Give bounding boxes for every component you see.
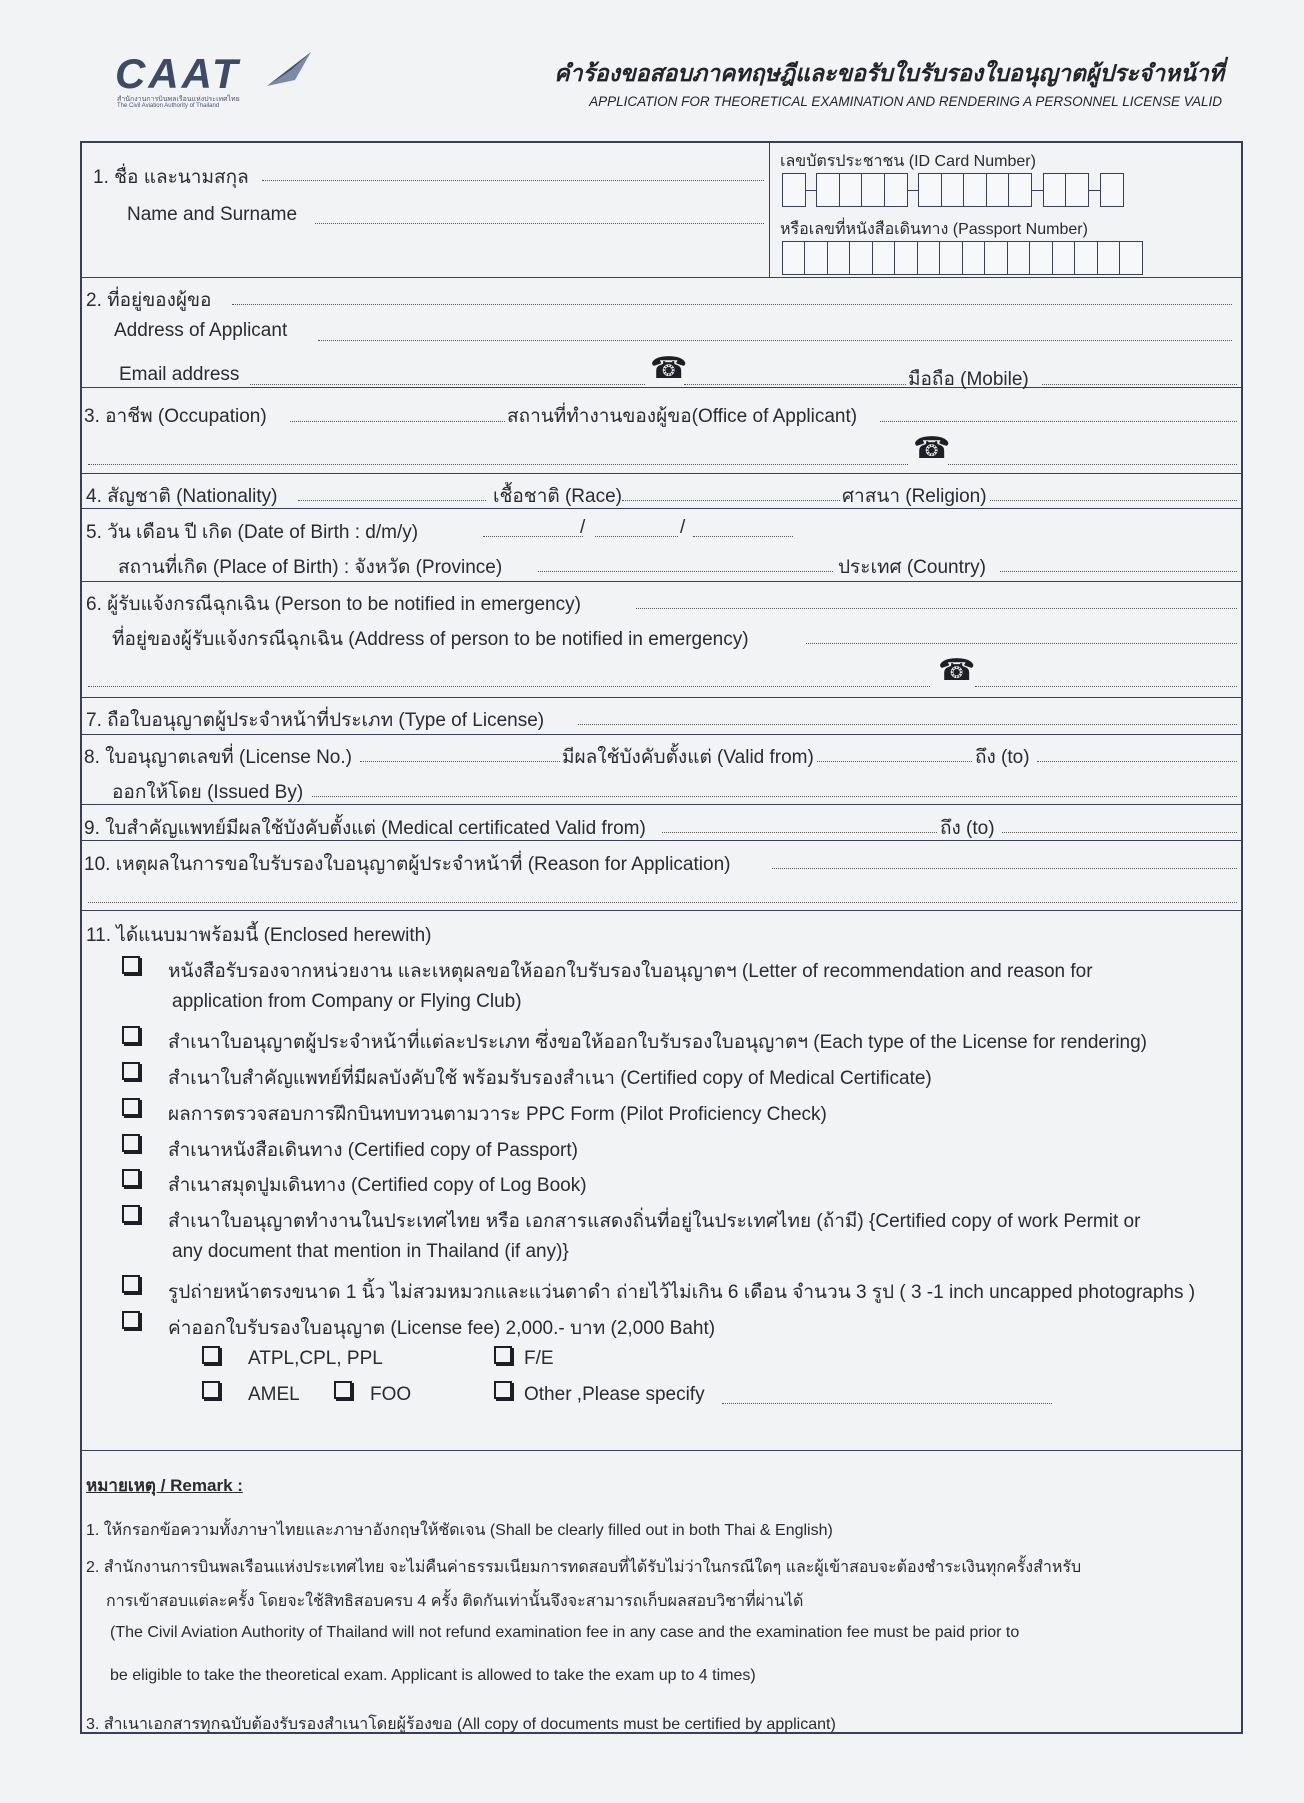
enclosure-item-logbook: สำเนาสมุดปูมเดินทาง (Certified copy of Log Book) <box>168 1175 587 1196</box>
enclosure-item-ppc: ผลการตรวจสอบการฝึกบินทบทวนตามวาระ PPC Form (Pilot Proficiency Check) <box>168 1104 827 1125</box>
passport-digit-box[interactable] <box>1007 241 1031 275</box>
passport-digit-box[interactable] <box>962 241 986 275</box>
medical-valid-to-label: ถึง (to) <box>940 818 995 839</box>
address-label-english: Address of Applicant <box>114 320 288 341</box>
fee-checkbox-amel[interactable] <box>202 1381 220 1399</box>
license-type-label: 7. ถือใบอนุญาตผู้ประจำหน้าที่ประเภท (Type of License) <box>86 710 545 731</box>
passport-digit-box[interactable] <box>1119 241 1143 275</box>
address-line-2[interactable] <box>318 340 1232 341</box>
divider <box>82 277 1241 278</box>
id-digit-box[interactable] <box>963 173 987 207</box>
id-digit-box[interactable] <box>861 173 885 207</box>
fee-option-other: Other ,Please specify <box>524 1384 705 1405</box>
license-no-field[interactable] <box>360 761 560 762</box>
enclosure-item-medical: สำเนาใบสำคัญแพทย์ที่มีผลบังคับใช้ พร้อมรับรองสำเนา (Certified copy of Medical Certificate) <box>168 1068 932 1089</box>
dob-month-field[interactable] <box>595 536 678 537</box>
religion-label: ศาสนา (Religion) <box>842 486 987 507</box>
name-label-thai: 1. ชื่อ และนามสกุล <box>93 167 249 188</box>
phone-icon: ☎ <box>938 654 976 687</box>
valid-from-field[interactable] <box>817 761 972 762</box>
fee-checkbox-other[interactable] <box>494 1381 512 1399</box>
enclosure-checkbox-license-copy[interactable] <box>122 1026 140 1044</box>
religion-field[interactable] <box>990 500 1237 501</box>
passport-label: หรือเลขที่หนังสือเดินทาง (Passport Number) <box>780 221 1088 238</box>
country-label: ประเทศ (Country) <box>838 557 987 578</box>
emergency-person-label: 6. ผู้รับแจ้งกรณีฉุกเฉิน (Person to be notified in emergency) <box>86 594 581 615</box>
issued-by-label: ออกให้โดย (Issued By) <box>112 782 304 803</box>
enclosure-checkbox-logbook[interactable] <box>122 1169 140 1187</box>
id-digit-box[interactable] <box>986 173 1010 207</box>
remark-2-english-line-2: be eligible to take the theoretical exam. Applicant is allowed to take the exam up to 4 times) <box>110 1667 756 1684</box>
email-field[interactable] <box>250 384 645 385</box>
id-card-number-boxes[interactable] <box>783 173 1124 207</box>
divider <box>82 910 1241 911</box>
passport-digit-box[interactable] <box>827 241 851 275</box>
fee-checkbox-fe[interactable] <box>494 1346 512 1364</box>
issued-by-field[interactable] <box>312 796 1237 797</box>
enclosure-item-license-fee: ค่าออกใบรับรองใบอนุญาต (License fee) 2,000.- บาท (2,000 Baht) <box>168 1318 716 1339</box>
valid-to-field[interactable] <box>1037 761 1237 762</box>
enclosure-item-recommendation-cont: application from Company or Flying Club) <box>172 991 522 1012</box>
fee-option-fe: F/E <box>524 1348 554 1369</box>
id-digit-box[interactable] <box>816 173 840 207</box>
id-digit-box[interactable] <box>884 173 908 207</box>
license-type-field[interactable] <box>578 724 1237 725</box>
dob-year-field[interactable] <box>693 536 793 537</box>
office-label: สถานที่ทำงานของผู้ขอ(Office of Applicant) <box>507 406 858 427</box>
phone-icon: ☎ <box>913 432 951 465</box>
passport-digit-box[interactable] <box>894 241 918 275</box>
other-specify-field[interactable] <box>722 1403 1052 1404</box>
nationality-field[interactable] <box>298 500 486 501</box>
enclosure-item-photographs: รูปถ่ายหน้าตรงขนาด 1 นิ้ว ไม่สวมหมวกและแว่นตาดำ ถ่ายไว้ไม่เกิน 6 เดือน จำนวน 3 รูป ( 3 -1 inch uncapped photographs ) <box>168 1282 1196 1303</box>
passport-digit-box[interactable] <box>1074 241 1098 275</box>
enclosed-label: 11. ได้แนบมาพร้อมนี้ (Enclosed herewith) <box>86 925 432 946</box>
id-digit-box[interactable] <box>1065 173 1089 207</box>
passport-digit-box[interactable] <box>804 241 828 275</box>
license-no-label: 8. ใบอนุญาตเลขที่ (License No.) <box>84 747 352 768</box>
enclosure-item-recommendation: หนังสือรับรองจากหน่วยงาน และเหตุผลขอให้ออกใบรับรองใบอนุญาตฯ (Letter of recommendation and reason for <box>168 961 1093 982</box>
enclosure-item-work-permit-cont: any document that mention in Thailand (if any)} <box>172 1241 569 1262</box>
passport-number-boxes[interactable] <box>783 241 1143 275</box>
passport-digit-box[interactable] <box>782 241 806 275</box>
emergency-person-field[interactable] <box>636 608 1237 609</box>
remark-2-thai-line-1: 2. สำนักงานการบินพลเรือนแห่งประเทศไทย จะไม่คืนค่าธรรมเนียมการทดสอบที่ได้รับไม่ว่าในกรณีใดๆ และผู้เข้าสอบจะต้องชำระเงินทุกครั้งสำหรับ <box>86 1559 1082 1576</box>
valid-from-label: มีผลใช้บังคับตั้งแต่ (Valid from) <box>562 747 814 768</box>
occupation-field[interactable] <box>290 421 505 422</box>
id-digit-box[interactable] <box>1043 173 1067 207</box>
medical-valid-to-field[interactable] <box>1002 832 1237 833</box>
fee-option-amel: AMEL <box>248 1384 300 1405</box>
id-digit-box[interactable] <box>1100 173 1124 207</box>
remark-2-english-line-1: (The Civil Aviation Authority of Thailand will not refund examination fee in any case and the examination fee must be paid prior to <box>110 1624 1020 1641</box>
dob-separator: / <box>580 517 586 538</box>
enclosure-checkbox-license-fee[interactable] <box>122 1311 140 1329</box>
place-of-birth-label: สถานที่เกิด (Place of Birth) : จังหวัด (Province) <box>118 557 503 578</box>
enclosure-checkbox-medical[interactable] <box>122 1062 140 1080</box>
logo-org-thai: สำนักงานการบินพลเรือนแห่งประเทศไทย <box>117 96 240 103</box>
occupation-label: 3. อาชีพ (Occupation) <box>84 406 267 427</box>
address-line-1[interactable] <box>232 304 1232 305</box>
divider-vertical <box>769 143 770 277</box>
id-digit-box[interactable] <box>918 173 942 207</box>
province-field[interactable] <box>538 571 833 572</box>
fee-option-atpl: ATPL,CPL, PPL <box>248 1348 383 1369</box>
enclosure-item-license-copy: สำเนาใบอนุญาตผู้ประจำหน้าที่แต่ละประเภท ซึ่งขอให้ออกใบรับรองใบอนุญาตฯ (Each type of the License for rendering) <box>168 1032 1148 1053</box>
emergency-address-line-2[interactable] <box>88 686 930 687</box>
id-digit-box[interactable] <box>839 173 863 207</box>
fee-checkbox-foo[interactable] <box>334 1381 352 1399</box>
office-field[interactable] <box>880 421 1237 422</box>
race-label: เชื้อชาติ (Race) <box>493 486 622 507</box>
remark-title: หมายเหตุ / Remark : <box>86 1476 243 1495</box>
logo-org-english: The Civil Aviation Authority of Thailand <box>117 103 220 109</box>
logo-swoosh-icon <box>265 50 315 90</box>
enclosure-checkbox-recommendation[interactable] <box>122 956 140 974</box>
reason-label: 10. เหตุผลในการขอใบรับรองใบอนุญาตผู้ประจำหน้าที่ (Reason for Application) <box>84 854 731 875</box>
dob-separator: / <box>680 517 686 538</box>
divider <box>82 473 1241 474</box>
enclosure-checkbox-photographs[interactable] <box>122 1275 140 1293</box>
id-card-label: เลขบัตรประชาชน (ID Card Number) <box>780 153 1036 170</box>
passport-digit-box[interactable] <box>939 241 963 275</box>
emergency-phone-field[interactable] <box>975 686 1237 687</box>
dob-label: 5. วัน เดือน ปี เกิด (Date of Birth : d/m/y) <box>86 522 419 543</box>
dob-day-field[interactable] <box>483 536 583 537</box>
passport-digit-box[interactable] <box>1052 241 1076 275</box>
phone-field[interactable] <box>684 384 906 385</box>
email-label: Email address <box>119 364 240 385</box>
divider <box>82 697 1241 698</box>
medical-valid-from-field[interactable] <box>662 832 937 833</box>
id-digit-box[interactable] <box>1008 173 1032 207</box>
passport-digit-box[interactable] <box>872 241 896 275</box>
nationality-label: 4. สัญชาติ (Nationality) <box>86 486 278 507</box>
reason-field-line-2[interactable] <box>88 902 1237 903</box>
mobile-label: มือถือ (Mobile) <box>908 369 1029 390</box>
reason-field[interactable] <box>772 868 1237 869</box>
caat-logo <box>115 50 305 115</box>
valid-to-label: ถึง (to) <box>975 747 1030 768</box>
enclosure-item-work-permit: สำเนาใบอนุญาตทำงานในประเทศไทย หรือ เอกสารแสดงถิ่นที่อยู่ในประเทศไทย (ถ้ามี) {Certified copy of work Permit or <box>168 1211 1141 1232</box>
emergency-address-field[interactable] <box>806 643 1237 644</box>
form-title-english: APPLICATION FOR THEORETICAL EXAMINATION AND RENDERING A PERSONNEL LICENSE VALID <box>589 94 1222 109</box>
passport-digit-box[interactable] <box>917 241 941 275</box>
logo-wordmark: CAAT <box>115 50 241 97</box>
fee-checkbox-atpl[interactable] <box>202 1346 220 1364</box>
enclosure-checkbox-passport[interactable] <box>122 1134 140 1152</box>
mobile-field[interactable] <box>1042 384 1237 385</box>
divider <box>82 387 1241 388</box>
enclosure-item-passport: สำเนาหนังสือเดินทาง (Certified copy of Passport) <box>168 1140 578 1161</box>
office-field-line-2[interactable] <box>88 464 908 465</box>
address-label-thai: 2. ที่อยู่ของผู้ขอ <box>86 290 212 311</box>
race-field[interactable] <box>622 500 840 501</box>
name-label-english: Name and Surname <box>127 204 298 225</box>
form-title-thai: คำร้องขอสอบภาคทฤษฎีและขอรับใบรับรองใบอนุญาตผู้ประจำหน้าที่ <box>554 60 1224 86</box>
name-field[interactable] <box>262 180 764 181</box>
passport-digit-box[interactable] <box>984 241 1008 275</box>
enclosure-checkbox-work-permit[interactable] <box>122 1205 140 1223</box>
country-field[interactable] <box>1000 571 1237 572</box>
id-digit-box[interactable] <box>782 173 806 207</box>
passport-digit-box[interactable] <box>1029 241 1053 275</box>
remark-3: 3. สำเนาเอกสารทุกฉบับต้องรับรองสำเนาโดยผู้ร้องขอ (All copy of documents must be certified by applicant) <box>86 1716 836 1733</box>
emergency-address-label: ที่อยู่ของผู้รับแจ้งกรณีฉุกเฉิน (Address of person to be notified in emergency) <box>112 629 749 650</box>
phone-icon: ☎ <box>650 352 688 385</box>
id-digit-box[interactable] <box>941 173 965 207</box>
fee-option-foo: FOO <box>370 1384 412 1405</box>
passport-digit-box[interactable] <box>849 241 873 275</box>
office-phone-field[interactable] <box>948 464 1237 465</box>
enclosure-checkbox-ppc[interactable] <box>122 1098 140 1116</box>
medical-valid-from-label: 9. ใบสำคัญแพทย์มีผลใช้บังคับตั้งแต่ (Medical certificated Valid from) <box>84 818 646 839</box>
surname-field[interactable] <box>315 223 764 224</box>
remark-2-thai-line-2: การเข้าสอบแต่ละครั้ง โดยจะใช้สิทธิสอบครบ 4 ครั้ง ติดกันเท่านั้นจึงจะสามารถเก็บผลสอบวิชาที่ผ่านได้ <box>106 1593 804 1610</box>
passport-digit-box[interactable] <box>1097 241 1121 275</box>
divider <box>82 1450 1241 1451</box>
remark-1: 1. ให้กรอกข้อความทั้งภาษาไทยและภาษาอังกฤษให้ชัดเจน (Shall be clearly filled out in both Thai & English) <box>86 1522 833 1539</box>
